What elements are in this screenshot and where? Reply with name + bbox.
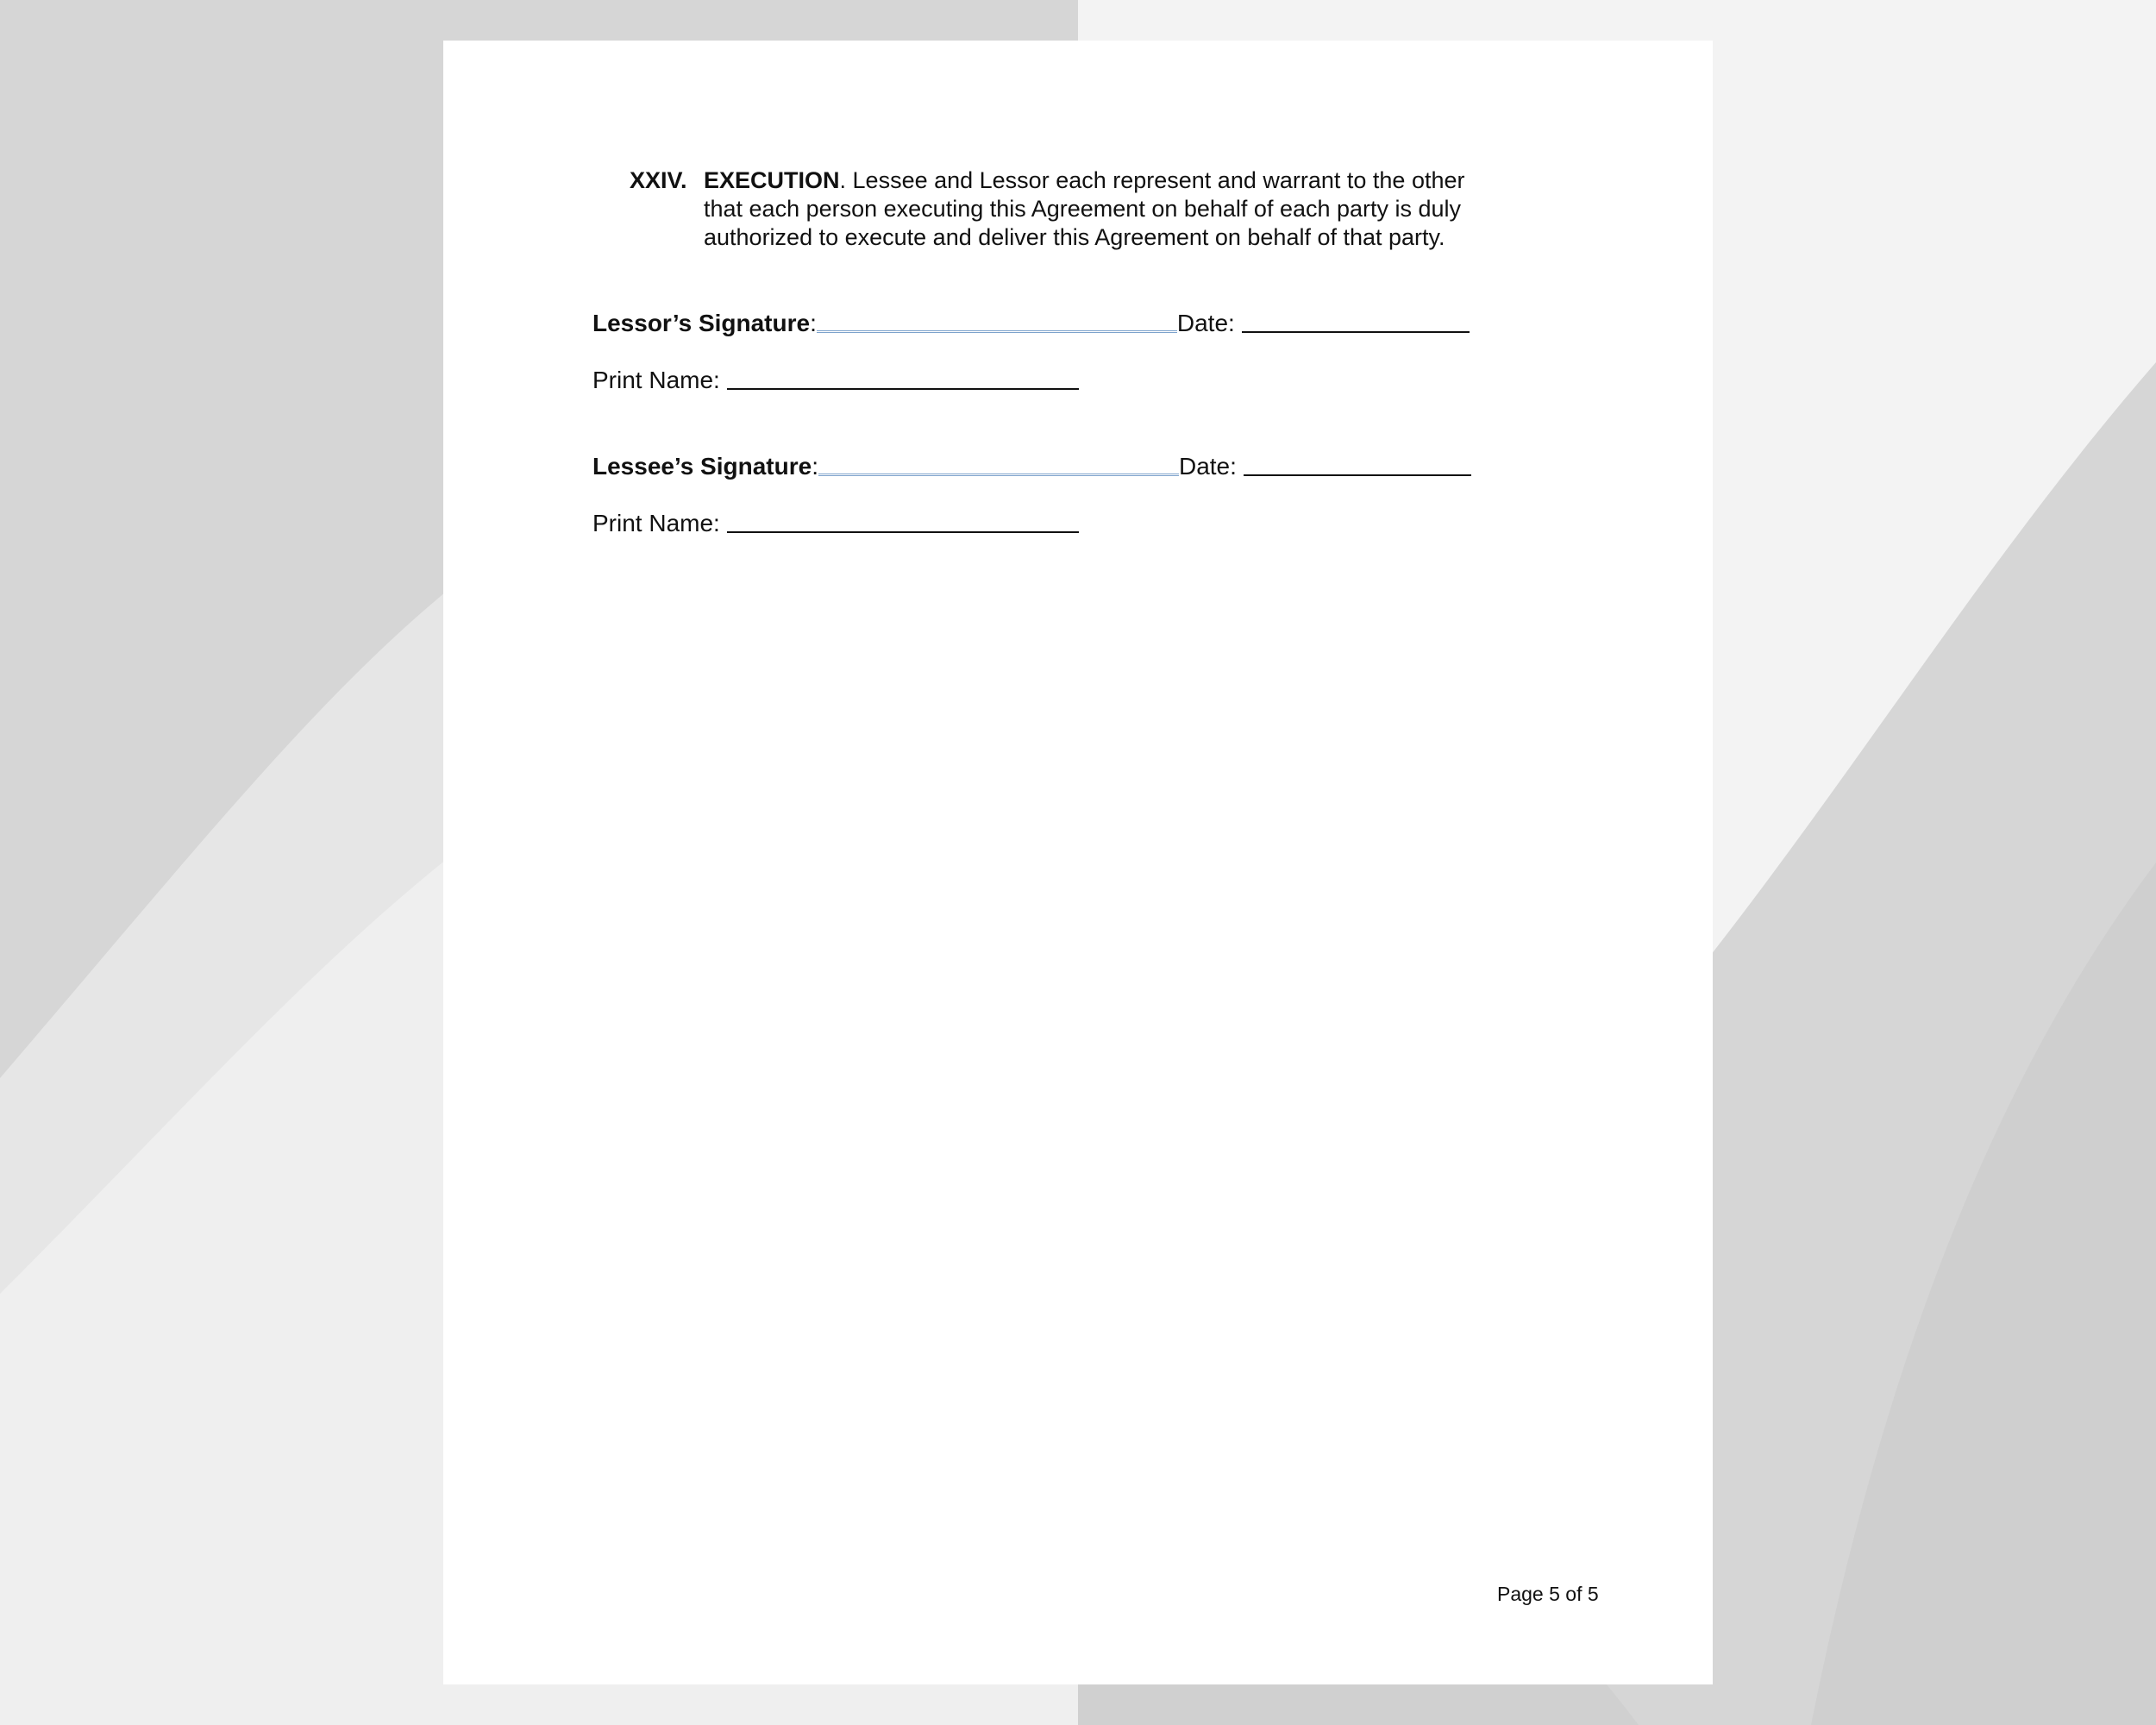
lessor-print-name-field[interactable]: [727, 388, 1079, 390]
lessee-print-name-field[interactable]: [727, 531, 1079, 533]
clause-heading: EXECUTION: [704, 167, 840, 193]
colon: :: [810, 310, 817, 336]
lessor-print-name-row: [592, 366, 1079, 395]
colon: :: [812, 453, 818, 480]
lessee-date-field[interactable]: [1244, 474, 1471, 476]
lessor-date-field[interactable]: [1242, 331, 1470, 333]
lessor-date-label: Date:: [1176, 310, 1235, 336]
lessor-print-name-label: Print Name:: [592, 367, 720, 393]
document-page: [443, 41, 1713, 1684]
clause-number: XXIV.: [630, 167, 687, 193]
clause-body: [704, 166, 1480, 252]
lessee-signature-field[interactable]: [818, 474, 1179, 476]
lessor-signature-label: Lessor’s Signature: [592, 310, 811, 336]
lessee-print-name-label: Print Name:: [592, 510, 720, 536]
lessor-signature-row: [592, 309, 1470, 338]
lessor-signature-field[interactable]: [817, 330, 1177, 333]
clause-text: . Lessee and Lessor each represent and warrant to the other that each person executing this Agreement on behalf of each party is duly authorized to execute and deliver this Agreement on behalf of that party.: [704, 167, 1465, 250]
lessee-signature-row: [592, 452, 1471, 481]
lessee-date-label: Date:: [1178, 453, 1237, 480]
lessee-print-name-row: [592, 509, 1079, 538]
page-number: Page 5 of 5: [1497, 1583, 1599, 1605]
lessee-signature-label: Lessee’s Signature: [592, 453, 812, 480]
